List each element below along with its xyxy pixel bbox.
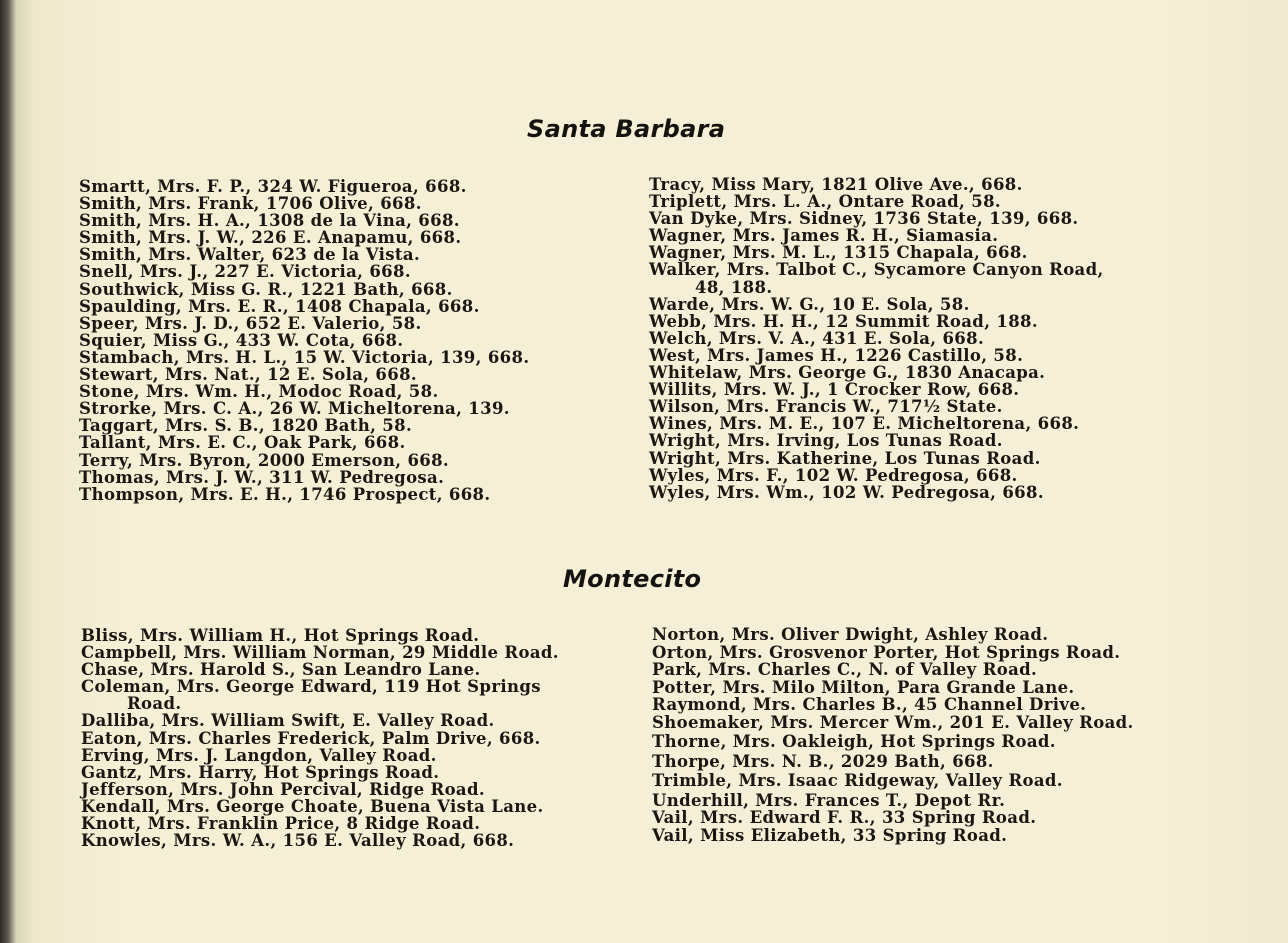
list-item: Southwick, Miss G. R., 1221 Bath, 668. bbox=[79, 279, 453, 299]
list-item: Eaton, Mrs. Charles Frederick, Palm Drive, 668. bbox=[81, 728, 541, 748]
list-item: Stambach, Mrs. H. L., 15 W. Victoria, 139, 668. bbox=[79, 347, 530, 367]
list-item: Tallant, Mrs. E. C., Oak Park, 668. bbox=[79, 433, 406, 453]
list-item: Wyles, Mrs. Wm., 102 W. Pedregosa, 668. bbox=[649, 482, 1044, 502]
list-item: Smith, Mrs. Walter, 623 de la Vista. bbox=[79, 245, 421, 265]
list-item: Campbell, Mrs. William Norman, 29 Middle Road. bbox=[81, 643, 559, 663]
list-item: Triplett, Mrs. L. A., Ontare Road, 58. bbox=[649, 192, 1001, 212]
list-item: Van Dyke, Mrs. Sidney, 1736 State, 139, 668. bbox=[649, 209, 1079, 229]
list-item: West, Mrs. James H., 1226 Castillo, 58. bbox=[649, 345, 1024, 365]
list-item: Underhill, Mrs. Frances T., Depot Rr. bbox=[652, 790, 1006, 810]
list-item: Strorke, Mrs. C. A., 26 W. Micheltorena, 139. bbox=[79, 399, 510, 419]
list-item: Smith, Mrs. J. W., 226 E. Anapamu, 668. bbox=[79, 228, 462, 248]
list-item: Dalliba, Mrs. William Swift, E. Valley Road. bbox=[81, 711, 495, 731]
list-item: Thorne, Mrs. Oakleigh, Hot Springs Road. bbox=[652, 732, 1056, 752]
list-item: Snell, Mrs. J., 227 E. Victoria, 668. bbox=[79, 262, 411, 282]
list-item: Trimble, Mrs. Isaac Ridgeway, Valley Road. bbox=[652, 771, 1063, 791]
list-item: Spaulding, Mrs. E. R., 1408 Chapala, 668. bbox=[79, 296, 480, 316]
list-item: Smith, Mrs. Frank, 1706 Olive, 668. bbox=[79, 194, 422, 214]
list-item: Wines, Mrs. M. E., 107 E. Micheltorena, 668. bbox=[649, 414, 1080, 434]
list-item: Stone, Mrs. Wm. H., Modoc Road, 58. bbox=[79, 382, 439, 402]
santa-barbara-left-column bbox=[79, 178, 599, 503]
list-item: Smith, Mrs. H. A., 1308 de la Vina, 668. bbox=[79, 211, 460, 231]
list-item: Wilson, Mrs. Francis W., 717½ State. bbox=[649, 397, 1003, 417]
list-item: Wright, Mrs. Katherine, Los Tunas Road. bbox=[649, 448, 1041, 468]
list-item: Thomas, Mrs. J. W., 311 W. Pedregosa. bbox=[79, 467, 445, 487]
list-item: Smartt, Mrs. F. P., 324 W. Figueroa, 668. bbox=[79, 177, 467, 196]
list-item: Bliss, Mrs. William H., Hot Springs Road. bbox=[81, 626, 480, 645]
list-item: Willits, Mrs. W. J., 1 Crocker Row, 668. bbox=[649, 380, 1020, 400]
list-item: Stewart, Mrs. Nat., 12 E. Sola, 668. bbox=[79, 365, 418, 385]
list-item: Vail, Miss Elizabeth, 33 Spring Road. bbox=[652, 825, 1008, 845]
list-item: Raymond, Mrs. Charles B., 45 Channel Drive. bbox=[652, 695, 1087, 715]
santa-barbara-right-column bbox=[649, 176, 1169, 501]
list-item: Whitelaw, Mrs. George G., 1830 Anacapa. bbox=[649, 363, 1046, 383]
list-item-continuation: Road. bbox=[127, 694, 182, 714]
list-item: Knowles, Mrs. W. A., 156 E. Valley Road, 668. bbox=[81, 831, 515, 851]
list-item: Warde, Mrs. W. G., 10 E. Sola, 58. bbox=[649, 294, 970, 314]
list-item: Kendall, Mrs. George Choate, Buena Vista Lane. bbox=[81, 796, 544, 816]
list-item: Squier, Miss G., 433 W. Cota, 668. bbox=[79, 330, 404, 350]
section-heading-montecito: Montecito bbox=[563, 565, 702, 593]
list-item: Wagner, Mrs. James R. H., Siamasia. bbox=[649, 226, 999, 246]
list-item: Potter, Mrs. Milo Milton, Para Grande Lane. bbox=[652, 677, 1075, 697]
list-item: Webb, Mrs. H. H., 12 Summit Road, 188. bbox=[649, 311, 1038, 331]
list-item: Orton, Mrs. Grosvenor Porter, Hot Springs Road. bbox=[652, 642, 1121, 662]
list-item: Terry, Mrs. Byron, 2000 Emerson, 668. bbox=[79, 450, 450, 470]
list-item: Wright, Mrs. Irving, Los Tunas Road. bbox=[649, 431, 1003, 451]
list-item: Shoemaker, Mrs. Mercer Wm., 201 E. Valley Road. bbox=[652, 712, 1134, 732]
list-item: Jefferson, Mrs. John Percival, Ridge Road. bbox=[81, 779, 485, 799]
list-item: Wyles, Mrs. F., 102 W. Pedregosa, 668. bbox=[649, 465, 1018, 485]
list-item: Erving, Mrs. J. Langdon, Valley Road. bbox=[81, 745, 437, 765]
list-item: Vail, Mrs. Edward F. R., 33 Spring Road. bbox=[652, 808, 1037, 828]
list-item: Tracy, Miss Mary, 1821 Olive Ave., 668. bbox=[649, 175, 1023, 194]
list-item: Speer, Mrs. J. D., 652 E. Valerio, 58. bbox=[79, 313, 422, 333]
list-item: Knott, Mrs. Franklin Price, 8 Ridge Road. bbox=[81, 814, 481, 834]
list-item-continuation: 48, 188. bbox=[695, 277, 773, 297]
list-item: Wagner, Mrs. M. L., 1315 Chapala, 668. bbox=[649, 243, 1028, 263]
list-item: Taggart, Mrs. S. B., 1820 Bath, 58. bbox=[79, 416, 413, 436]
list-item: Chase, Mrs. Harold S., San Leandro Lane. bbox=[81, 660, 481, 680]
montecito-left-column bbox=[81, 627, 601, 849]
list-item: Park, Mrs. Charles C., N. of Valley Road. bbox=[652, 660, 1038, 680]
list-item: Thompson, Mrs. E. H., 1746 Prospect, 668. bbox=[79, 484, 491, 504]
list-item: Norton, Mrs. Oliver Dwight, Ashley Road. bbox=[652, 625, 1049, 644]
list-item: Welch, Mrs. V. A., 431 E. Sola, 668. bbox=[649, 328, 985, 348]
list-item: Gantz, Mrs. Harry, Hot Springs Road. bbox=[81, 762, 440, 782]
list-item: Thorpe, Mrs. N. B., 2029 Bath, 668. bbox=[652, 751, 994, 771]
montecito-right-column bbox=[652, 626, 1197, 844]
list-item: Coleman, Mrs. George Edward, 119 Hot Springs bbox=[81, 677, 541, 697]
section-heading-santa-barbara: Santa Barbara bbox=[527, 115, 726, 143]
list-item: Walker, Mrs. Talbot C., Sycamore Canyon Road, bbox=[649, 260, 1104, 280]
